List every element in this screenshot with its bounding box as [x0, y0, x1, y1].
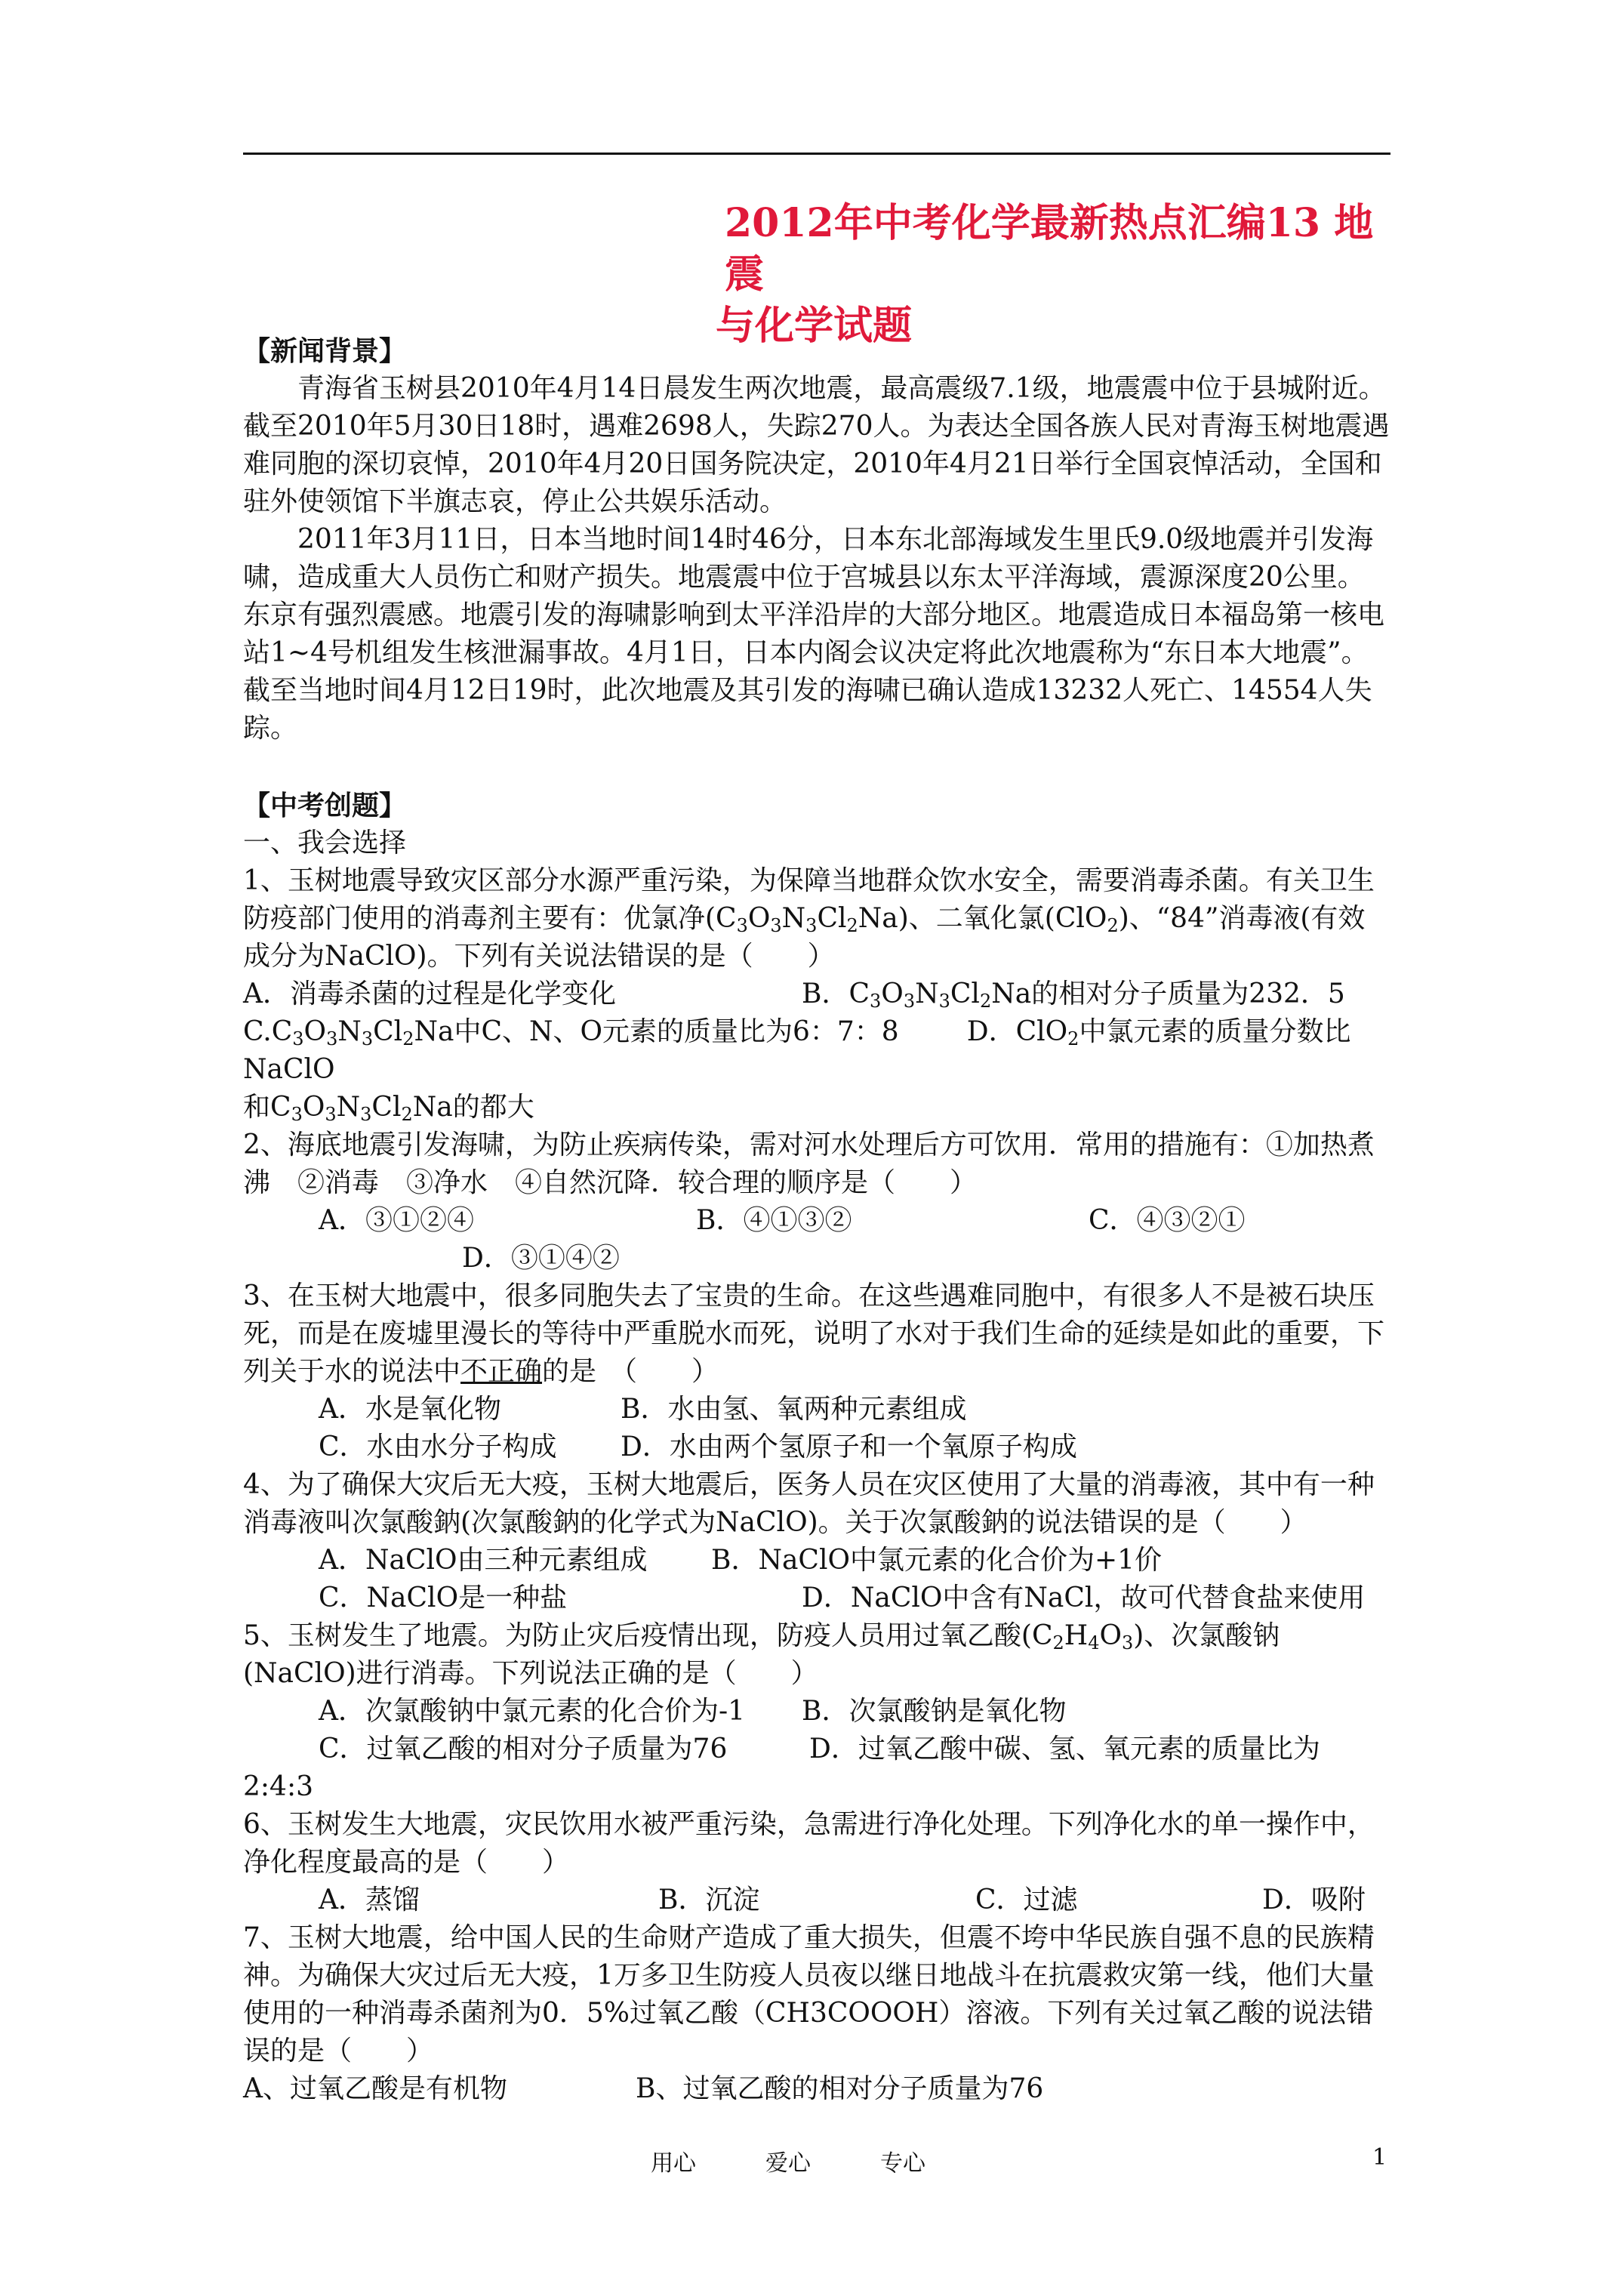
question-4: 4、为了确保大灾后无大疫，玉树大地震后，医务人员在灾区使用了大量的消毒液，其中有一种消毒液叫次氯酸鈉(次氯酸鈉的化学式为NaClO)。关于次氯酸鈉的说法错误的是（ ）: [243, 1469, 1375, 1538]
option-a: A．蒸馏: [319, 1885, 420, 1915]
option-c: C．水由水分子构成: [319, 1432, 557, 1462]
formula: $C_3O_3N_3Cl_2Na$: [848, 978, 1032, 1012]
option-a: A．NaClO由三种元素组成: [319, 1545, 648, 1576]
news-paragraph-1: 青海省玉树县2010年4月14日晨发生两次地震，最高震级7.1级，地震震中位于县城附近。截至2010年5月30日18时，遇难2698人，失踪270人。为表达全国各族人民对青海玉树地震遇难同胞的深切哀悼，2010年4月20日国务院决定，2010年4月21日举行全国哀悼活动，全国和驻外使领馆下半旗志哀，停止公共娱乐活动。: [243, 373, 1390, 517]
option-c: C．过滤: [975, 1885, 1078, 1915]
question-4-options-ab: [243, 1542, 1390, 1579]
option-b: B、过氧乙酸的相对分子质量为76: [636, 2073, 1044, 2104]
option-c: C．④③②①: [1089, 1205, 1246, 1236]
question-5-options-ab: [243, 1693, 1390, 1730]
option-d: D．水由两个氢原子和一个氧原子构成: [621, 1432, 1077, 1462]
question-2-option-d: D．③①④②: [462, 1243, 620, 1274]
option-d: D．NaClO中含有NaCl，故可代替食盐来使用: [802, 1583, 1366, 1613]
page-number: 1: [1372, 2144, 1387, 2171]
title-line-1: 2012年中考化学最新热点汇编13 地震: [725, 200, 1374, 297]
document-title: [716, 198, 1404, 352]
option-a: A．水是氧化物: [319, 1394, 501, 1425]
option-b: B．$C_3O_3N_3Cl_2Na$的相对分子质量为232．5: [802, 978, 1345, 1012]
option-b: B．次氯酸钠是氧化物: [802, 1696, 1067, 1727]
question-1-option-d-cont: 和$C_3O_3N_3Cl_2Na$的都大: [243, 1092, 534, 1125]
option-d: D．过氧乙酸中碳、氢、氧元素的质量比为: [809, 1734, 1320, 1764]
option-a: A．消毒杀菌的过程是化学变化: [243, 978, 616, 1009]
question-6: 6、玉树发生大地震，灾民饮用水被严重污染，急需进行净化处理。下列净化水的单一操作中，净化程度最高的是（ ）: [243, 1809, 1375, 1878]
formula: $C_3O_3N_3Cl_2Na$: [716, 903, 898, 936]
header-rule: [243, 153, 1390, 155]
question-2-options: [243, 1202, 1390, 1240]
option-a: A．次氯酸钠中氯元素的化合价为-1: [319, 1696, 746, 1727]
question-2: 2、海底地震引发海啸，为防止疾病传染，需对河水处理后方可饮用．常用的措施有：①加热煮沸 ②消毒 ③净水 ④自然沉降．较合理的顺序是（ ）: [243, 1130, 1375, 1198]
question-5-option-d-cont: 2:4:3: [243, 1771, 313, 1802]
document-body: [243, 332, 1390, 2108]
option-b: B．沉淀: [658, 1885, 760, 1915]
question-1-options-cd: $C.C_3O_3N_3Cl_2Na$中C、N、O元素的质量比为6：7：8 D．ClO$_2$中氯元素的质量分数比NaClO: [243, 1016, 1351, 1085]
formula: $C_3O_3N_3Cl_2Na$: [271, 1016, 454, 1049]
title-line-2: 与化学试题: [716, 303, 913, 349]
option-d: D．吸附: [1262, 1885, 1366, 1915]
question-4-options-cd: [243, 1579, 1390, 1617]
question-3: 3、在玉树大地震中，很多同胞失去了宝贵的生命。在这些遇难同胞中，有很多人不是被石块压死，而是在废墟里漫长的等待中严重脱水而死，说明了水对于我们生命的延续是如此的重要，下列关于水的说法中不正确的是 （ ）: [243, 1281, 1385, 1387]
section-heading: 一、我会选择: [243, 827, 407, 858]
question-5-options-cd: [243, 1730, 1390, 1768]
option-a: A、过氧乙酸是有机物: [243, 2073, 507, 2104]
news-paragraph-2: 2011年3月11日，日本当地时间14时46分，日本东北部海域发生里氏9.0级地震并引发海啸，造成重大人员伤亡和财产损失。地震震中位于宫城县以东太平洋海域，震源深度20公里。东京有强烈震感。地震引发的海啸影响到太平洋沿岸的大部分地区。地震造成日本福岛第一核电站1~4号机组发生核泄漏事故。4月1日，日本内阁会议决定将此次地震称为“东日本大地震”。截至当地时间4月12日19时，此次地震及其引发的海啸已确认造成13232人死亡、14554人失踪。: [243, 524, 1385, 744]
option-b: B．NaClO中氯元素的化合价为+1价: [711, 1545, 1163, 1576]
question-7-options: [243, 2070, 1390, 2108]
question-5: 5、玉树发生了地震。为防止灾后疫情出现，防疫人员用过氧乙酸$(C_2H_4O_3)$、次氯酸钠(NaClO)进行消毒。下列说法正确的是（ ）: [243, 1620, 1280, 1689]
option-c: C．NaClO是一种盐: [319, 1583, 568, 1613]
option-b: B．水由氢、氧两种元素组成: [621, 1394, 967, 1425]
question-6-options: [243, 1881, 1390, 1919]
news-heading: 【新闻背景】: [243, 335, 407, 367]
option-b: B．④①③②: [696, 1205, 852, 1236]
option-a: A．③①②④: [319, 1205, 474, 1236]
exam-heading: 【中考创题】: [243, 790, 407, 821]
question-1-options-ab: [243, 975, 1390, 1013]
option-c: C．过氧乙酸的相对分子质量为76: [319, 1734, 728, 1764]
formula: $C_3O_3N_3Cl_2Na$: [270, 1092, 453, 1125]
question-1: 1、玉树地震导致灾区部分水源严重污染，为保障当地群众饮水安全，需要消毒杀菌。有关卫生防疫部门使用的消毒剂主要有：优氯净$(C_3O_3N_3Cl_2Na)$、二氧化氯(ClO$_2$)、“84”消毒液(有效成分为NaClO)。下列有关说法错误的是（ ）: [243, 865, 1375, 972]
question-3-options-cd: [243, 1428, 1390, 1466]
question-3-options-ab: [243, 1391, 1390, 1428]
footer-motto: 用心 爱心 专心: [651, 2150, 925, 2177]
question-7: 7、玉树大地震，给中国人民的生命财产造成了重大损失，但震不垮中华民族自强不息的民族精神。为确保大灾过后无大疫，1万多卫生防疫人员夜以继日地战斗在抗震救灾第一线，他们大量使用的一种消毒杀菌剂为0．5%过氧乙酸（CH3COOOH）溶液。下列有关过氧乙酸的说法错误的是（ ）: [243, 1922, 1375, 2066]
